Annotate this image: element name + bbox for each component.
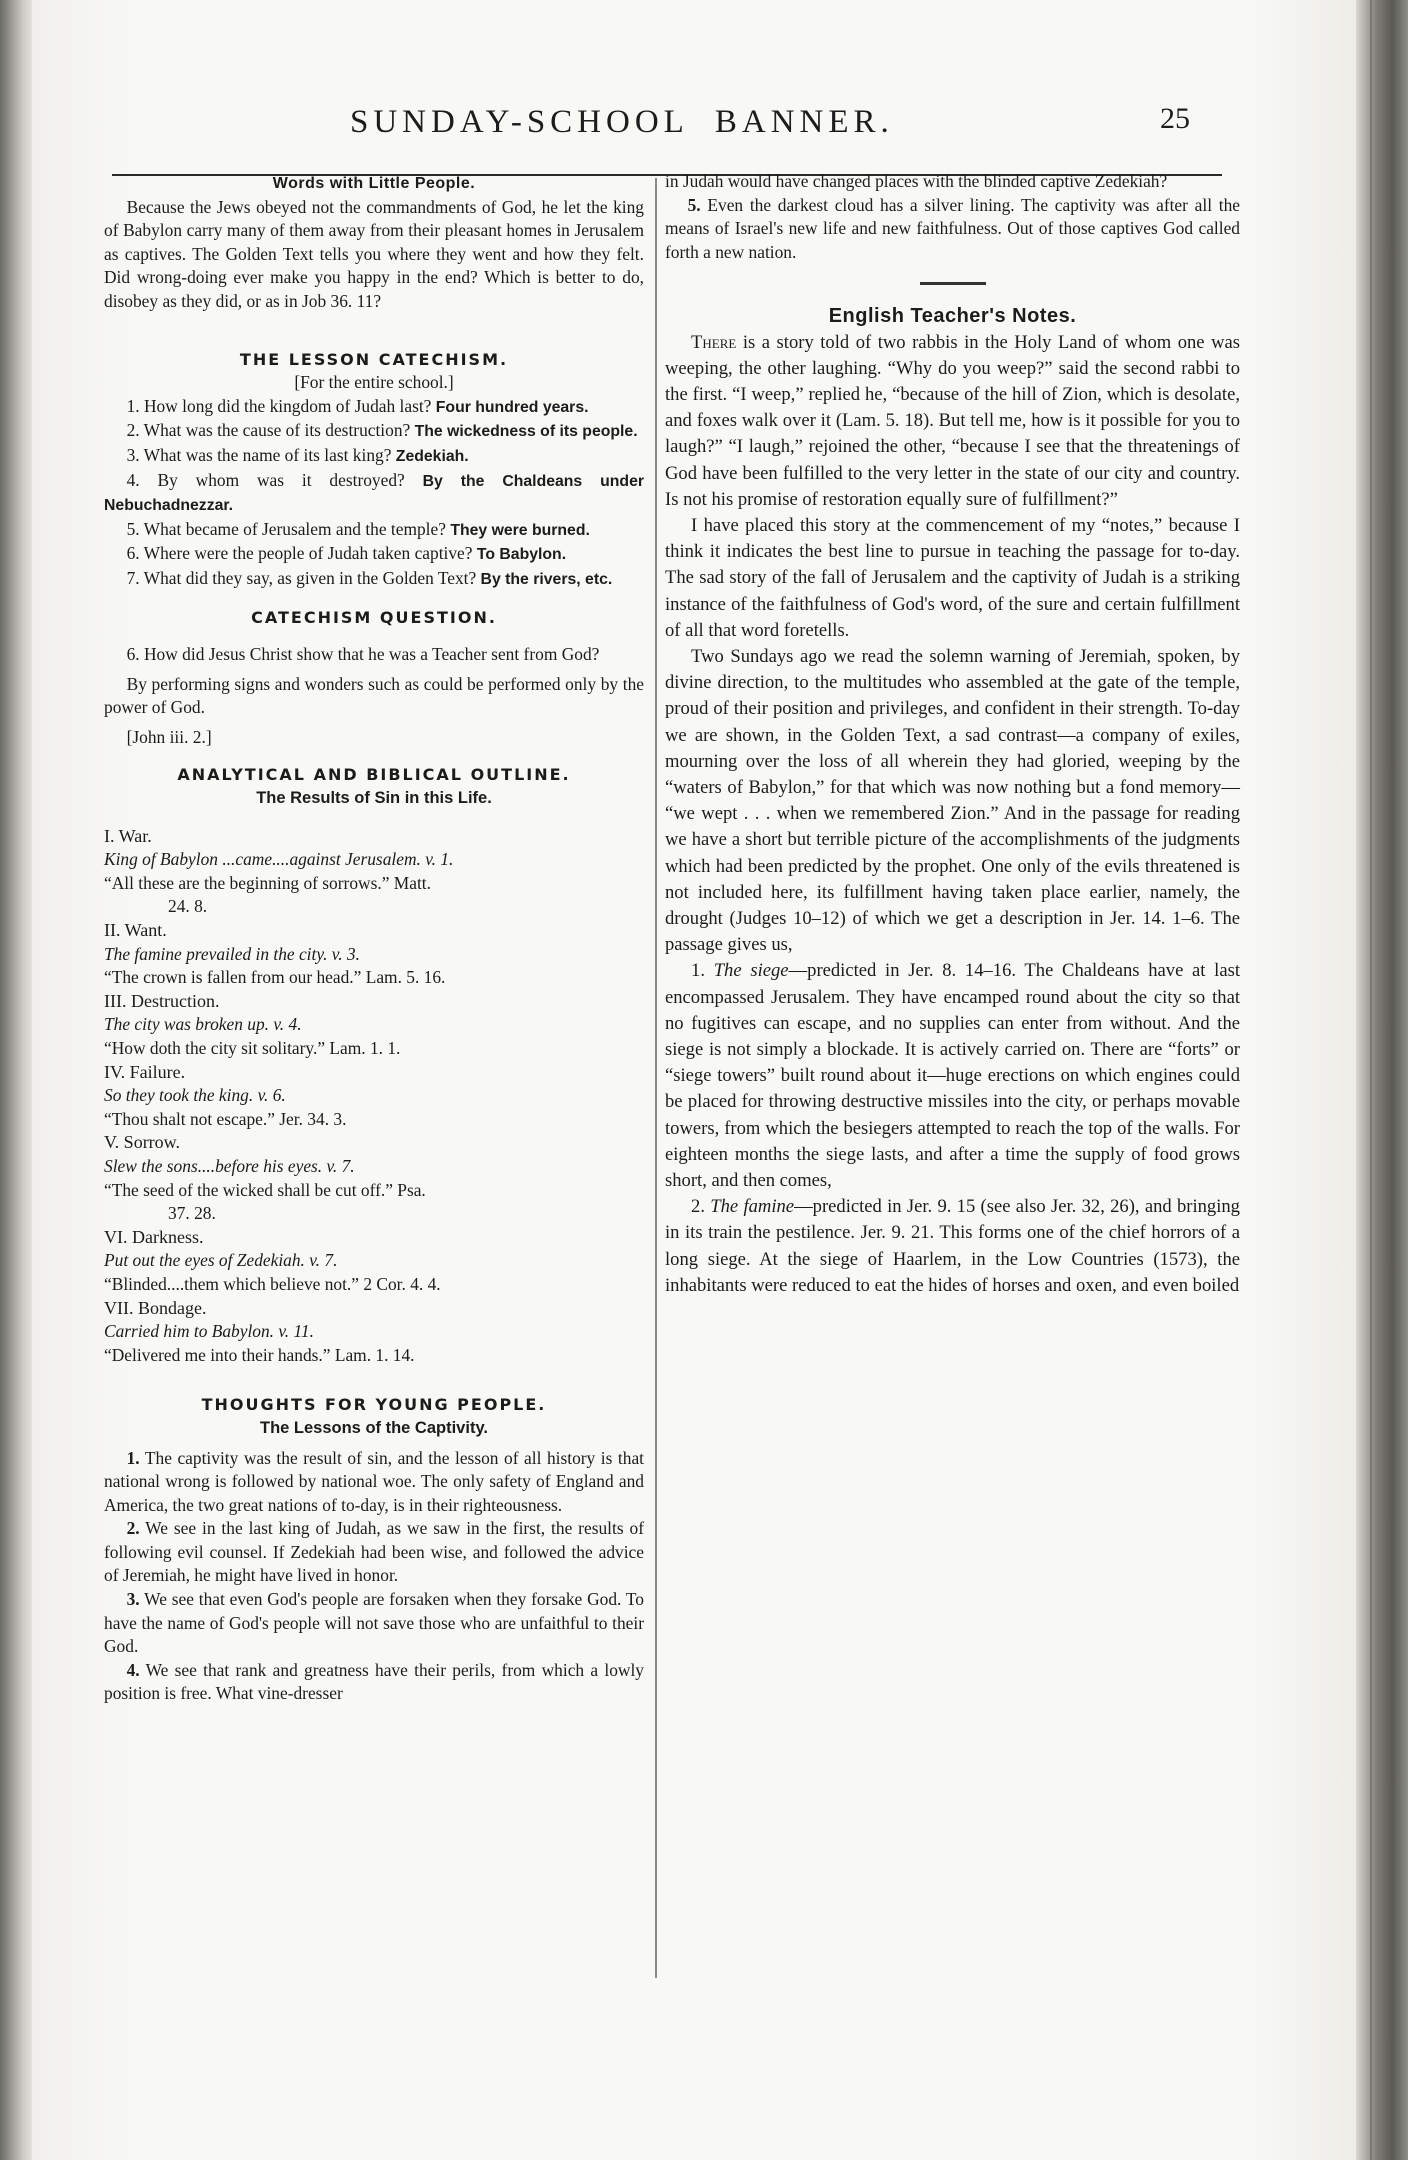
catechism-answer: By performing signs and wonders such as could be performed only by the power of God. bbox=[104, 673, 644, 718]
catechism-item bbox=[104, 567, 644, 592]
catechism-answer-text: The wickedness of its people. bbox=[414, 423, 638, 441]
point-heading: The siege bbox=[713, 960, 789, 982]
thought-item bbox=[104, 1447, 644, 1518]
right-column bbox=[665, 170, 1240, 1299]
catechism-question-title: CATECHISM QUESTION. bbox=[251, 607, 497, 627]
left-column bbox=[104, 172, 644, 1706]
paragraph-text: is a story told of two rabbis in the Holy Land of whom one was weeping, the other laughing. “Why do you weep?” said the second rabbi to the first. “I weep,” replied he, “because of the hill of Zion, which is desolate, and foxes walk over it (Lam. 5. 18). But tell me, how is it possible for you to laugh?” “I laugh,” rejoined the other, “because I see that the threatenings of God have been fulfilled to the very letter in the state of our city and country. Is not his promise of restoration equally sure of fulfillment?” bbox=[665, 331, 1240, 510]
thought-item bbox=[104, 1659, 644, 1706]
catechism-question-text: 6. Where were the people of Judah taken captive? bbox=[126, 543, 473, 564]
thought-number: 3. bbox=[126, 1589, 140, 1610]
thought-item bbox=[104, 1588, 644, 1659]
catechism-note: [For the entire school.] bbox=[294, 372, 454, 393]
outline-heading: III. Destruction. bbox=[104, 990, 220, 1011]
catechism-question-text: 7. What did they say, as given in the Golden Text? bbox=[126, 567, 477, 588]
notes-paragraph-1 bbox=[665, 330, 1240, 513]
outline-citation: Put out the eyes of Zedekiah. v. 7. bbox=[104, 1250, 338, 1271]
page-gutter-left bbox=[0, 0, 32, 2160]
thoughts-list bbox=[104, 1447, 644, 1707]
paragraph-text: —predicted in Jer. 8. 14–16. The Chaldeans have at last encompassed Jerusalem. They have encamped round about the city so that no fugitives can escape, and no supplies can enter from without. And the siege is not simply a blockade. It is actively carried on. There are “forts” or “siege towers” built round about it—huge erections on which engines could be placed for throwing destructive missiles into the city, or perhaps movable towers, from which the besiegers attempted to reach the top of the walls. For eighteen months the siege lasts, and after a time the supply of food grows short, and then comes, bbox=[665, 960, 1241, 1192]
outline-quote: “The seed of the wicked shall be cut off.” Psa. bbox=[104, 1179, 426, 1200]
outline-heading: II. Want. bbox=[104, 920, 167, 941]
thought-text: We see that rank and greatness have their perils, from which a lowly position is free. What vine-dresser bbox=[104, 1659, 644, 1704]
paragraph-text: —predicted in Jer. 9. 15 (see also Jer. 32, 26), and bringing in its train the pestilence. Jer. 9. 21. This forms one of the chief horrors of a long siege. At the siege of Haarlem, in the Low Countries (1573), the inhabitants were reduced to eat the hides of horses and oxen, and even boiled bbox=[665, 1196, 1240, 1296]
outline-list bbox=[104, 825, 644, 1368]
outline-subtitle: The Results of Sin in this Life. bbox=[256, 789, 492, 808]
catechism-question-text: 5. What became of Jerusalem and the temple? bbox=[126, 518, 446, 539]
catechism-item bbox=[104, 518, 644, 543]
thought-number: 4. bbox=[126, 1659, 140, 1680]
outline-heading: VI. Darkness. bbox=[104, 1226, 204, 1247]
catechism-question-text: 3. What was the name of its last king? bbox=[126, 444, 392, 465]
running-head: SUNDAY-SCHOOL BANNER. bbox=[350, 104, 894, 140]
continued-text: in Judah would have changed places with the blinded captive Zedekiah? bbox=[665, 171, 1168, 191]
outline-citation: The city was broken up. v. 4. bbox=[104, 1014, 302, 1035]
thought-number: 5. bbox=[687, 194, 701, 215]
catechism-reference: [John iii. 2.] bbox=[126, 726, 212, 747]
catechism-question-text: 4. By whom was it destroyed? bbox=[126, 469, 405, 490]
outline-heading: VII. Bondage. bbox=[104, 1297, 207, 1318]
catechism-answer-text: Four hundred years. bbox=[435, 398, 589, 416]
catechism-item bbox=[104, 469, 644, 518]
outline-quote: “How doth the city sit solitary.” Lam. 1. 1. bbox=[104, 1038, 401, 1058]
catechism-answer-text: They were burned. bbox=[450, 521, 590, 539]
words-body: Because the Jews obeyed not the commandments of God, he let the king of Babylon carry many of them away from their pleasant homes in Jerusalem as captives. The Golden Text tells you where they went and how they felt. Did wrong-doing ever make you happy in the end? Which is better to do, disobey as they did, or as in Job 36. 11? bbox=[104, 196, 644, 311]
thought-text: Even the darkest cloud has a silver lining. The captivity was after all the means of Israel's new life and new faithfulness. Out of those captives God called forth a new nation. bbox=[665, 194, 1240, 262]
thought-number: 2. bbox=[126, 1518, 140, 1539]
notes-title: English Teacher's Notes. bbox=[828, 305, 1077, 328]
outline-quote-continued: 24. 8. bbox=[168, 896, 208, 917]
catechism-item bbox=[104, 419, 644, 444]
outline-citation: The famine prevailed in the city. v. 3. bbox=[104, 943, 360, 964]
outline-heading: IV. Failure. bbox=[104, 1061, 186, 1082]
outline-citation: So they took the king. v. 6. bbox=[104, 1085, 286, 1106]
outline-title: ANALYTICAL AND BIBLICAL OUTLINE. bbox=[177, 765, 571, 785]
notes-paragraph-2: I have placed this story at the commencement of my “notes,” because I think it indicates the best line to pursue in teaching the passage for to-day. The sad story of the fall of Jerusalem and the captivity of Judah is a striking instance of the faithfulness of God's word, of the sure and certain fulfillment of all that word foretells. bbox=[665, 515, 1240, 641]
outline-quote: “The crown is fallen from our head.” Lam. 5. 16. bbox=[104, 967, 446, 988]
notes-paragraph-5 bbox=[665, 1194, 1240, 1299]
outline-quote: “Thou shalt not escape.” Jer. 34. 3. bbox=[104, 1108, 347, 1129]
column-divider bbox=[655, 178, 657, 1978]
thought-item bbox=[104, 1517, 644, 1588]
section-divider bbox=[920, 282, 986, 285]
thought-text: We see that even God's people are forsaken when they forsake God. To have the name of God's people will not save those who are unfaithful to their God. bbox=[104, 1589, 644, 1657]
catechism-item bbox=[104, 444, 644, 469]
outline-quote: “All these are the beginning of sorrows.” Matt. bbox=[104, 872, 431, 893]
catechism-answer-text: By the rivers, etc. bbox=[480, 570, 613, 588]
outline-quote-continued: 37. 28. bbox=[168, 1203, 216, 1224]
point-number: 2. bbox=[691, 1196, 705, 1218]
catechism-question-text: 2. What was the cause of its destruction? bbox=[126, 420, 411, 441]
notes-paragraph-4 bbox=[665, 958, 1240, 1194]
catechism-item bbox=[104, 542, 644, 567]
catechism-question: 6. How did Jesus Christ show that he was a Teacher sent from God? bbox=[126, 644, 600, 665]
outline-citation: Carried him to Babylon. v. 11. bbox=[104, 1321, 314, 1342]
words-title: Words with Little People. bbox=[272, 175, 476, 192]
catechism-answer-text: Zedekiah. bbox=[395, 447, 469, 465]
outline-quote: “Delivered me into their hands.” Lam. 1. 14. bbox=[104, 1344, 415, 1365]
drop-lead: There bbox=[691, 331, 737, 353]
catechism-answer-text: By the Chaldeans under Nebuchadnezzar. bbox=[104, 472, 645, 515]
thought-text: We see in the last king of Judah, as we saw in the first, the results of following evil counsel. If Zedekiah had been wise, and followed the advice of Jeremiah, he might have lived in honor. bbox=[104, 1518, 644, 1586]
outline-heading: V. Sorrow. bbox=[104, 1132, 181, 1153]
page-number: 25 bbox=[1160, 102, 1190, 135]
book-edge-right bbox=[1356, 0, 1408, 2160]
point-heading: The famine bbox=[710, 1196, 795, 1218]
notes-paragraph-3: Two Sundays ago we read the solemn warning of Jeremiah, spoken, by divine direction, to the multitudes who assembled at the gate of the temple, proud of their position and privileges, and confident in their strength. To-day we are shown, in the Golden Text, a sad contrast—a company of exiles, mourning over the loss of all wherein they had gloried, weeping by the “waters of Babylon,” for that which was now nothing but a fond memory— “we wept . . . when we remembered Zion.” And in the passage for reading we have a short but terrible picture of the accomplishments of the judgments which had been predicted by the prophet. One only of the evils threatened is not included here, its fulfillment having taken place earlier, namely, the drought (Judges 10–12) of which we get a description in Jer. 14. 1–6. The passage gives us, bbox=[665, 646, 1240, 956]
point-number: 1. bbox=[691, 960, 705, 982]
outline-quote: “Blinded....them which believe not.” 2 Cor. 4. 4. bbox=[104, 1273, 441, 1294]
outline-heading: I. War. bbox=[104, 825, 152, 846]
catechism-list bbox=[104, 395, 644, 592]
thoughts-subtitle: The Lessons of the Captivity. bbox=[260, 1418, 488, 1437]
catechism-title: THE LESSON CATECHISM. bbox=[239, 349, 509, 369]
thought-text: The captivity was the result of sin, and the lesson of all history is that national wrong is followed by national woe. The only safety of England and America, the two great nations of to-day, is in their righteousness. bbox=[104, 1447, 644, 1515]
thought-item-5 bbox=[665, 194, 1240, 265]
catechism-question-text: 1. How long did the kingdom of Judah last? bbox=[126, 395, 432, 416]
thought-number: 1. bbox=[126, 1447, 140, 1468]
catechism-answer-text: To Babylon. bbox=[476, 546, 567, 564]
outline-citation: King of Babylon ...came....against Jerusalem. v. 1. bbox=[104, 849, 454, 870]
catechism-item bbox=[104, 395, 644, 420]
thoughts-title: THOUGHTS FOR YOUNG PEOPLE. bbox=[201, 1395, 547, 1415]
outline-citation: Slew the sons....before his eyes. v. 7. bbox=[104, 1155, 355, 1176]
